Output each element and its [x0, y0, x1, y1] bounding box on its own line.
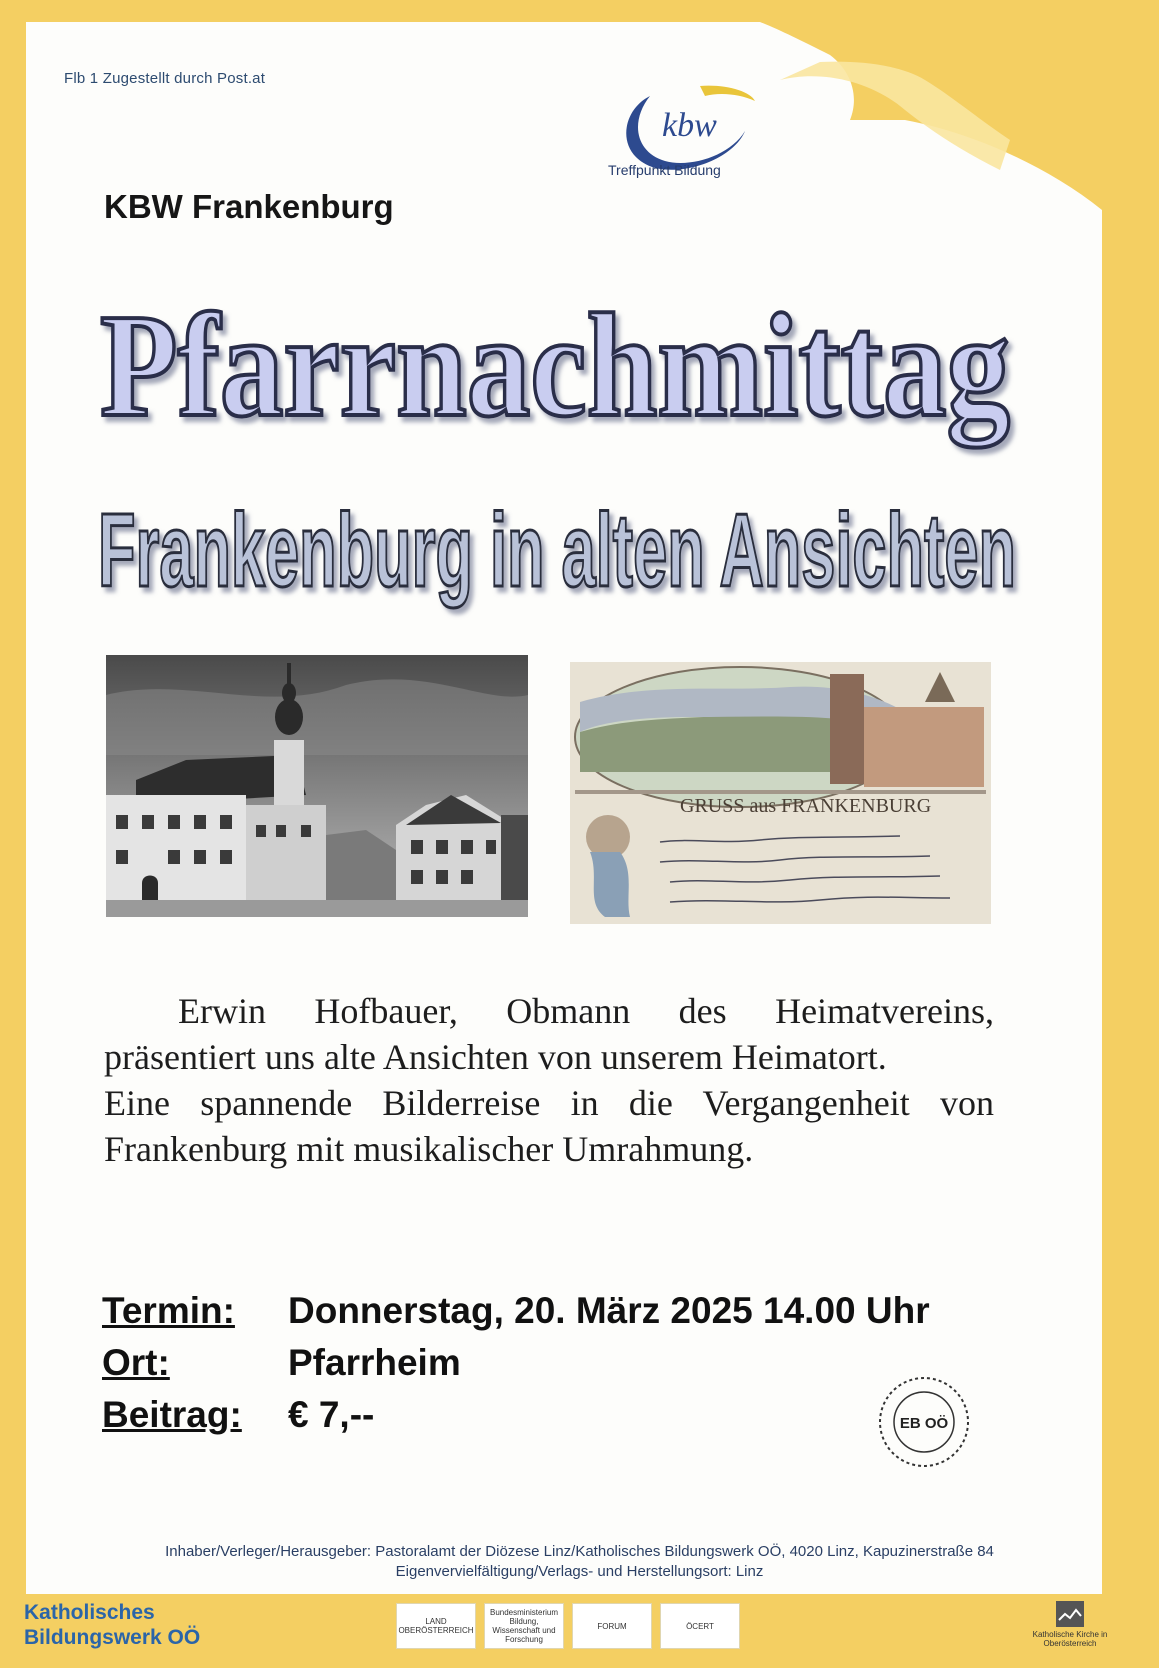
brand-line-1: Katholisches	[24, 1601, 155, 1624]
seal-text: EB OÖ	[899, 1415, 949, 1432]
event-details	[102, 1290, 930, 1446]
kirche-logo	[1015, 1600, 1125, 1648]
historic-postcard	[570, 662, 991, 924]
postcard-greeting: GRUSS aus FRANKENBURG	[680, 795, 932, 817]
sponsor-forum: FORUM	[572, 1603, 652, 1649]
description-paragraph-1: Erwin Hofbauer, Obmann des Heimatvereins, präsentiert uns alte Ansichten von unserem Heimatort.	[104, 991, 994, 1077]
imprint-line-2: Eigenvervielfältigung/Verlags- und Herstellungsort: Linz	[395, 1563, 764, 1580]
beitrag-label: Beitrag:	[102, 1394, 242, 1435]
title-graphic	[0, 0, 1159, 640]
quality-seal-icon	[876, 1374, 972, 1470]
kirche-icon	[1055, 1600, 1085, 1628]
beitrag-value: € 7,--	[288, 1394, 375, 1435]
sponsor-land-ooe: LAND OBERÖSTERREICH	[396, 1603, 476, 1649]
postal-note: Flb 1 Zugestellt durch Post.at	[64, 70, 266, 87]
sponsor-bmbwf: Bundesministerium Bildung, Wissenschaft und Forschung	[484, 1603, 564, 1649]
logo-subtitle: Treffpunkt Bildung	[608, 162, 721, 178]
kirche-text: Katholische Kirche in Oberösterreich	[1032, 1630, 1108, 1648]
detail-row-beitrag	[102, 1394, 930, 1446]
brand-line-2: Bildungswerk OÖ	[24, 1626, 201, 1649]
historic-church-photo	[106, 655, 528, 917]
ort-value: Pfarrheim	[288, 1342, 461, 1383]
detail-row-termin	[102, 1290, 930, 1342]
sponsor-logos	[396, 1603, 740, 1649]
termin-label: Termin:	[102, 1290, 235, 1331]
detail-row-ort	[102, 1342, 930, 1394]
organization-name: KBW Frankenburg	[104, 188, 394, 225]
sponsor-oecert: ÖCERT	[660, 1603, 740, 1649]
event-description	[104, 988, 994, 1172]
kbw-logo-text: kbw	[662, 107, 717, 144]
termin-value: Donnerstag, 20. März 2025 14.00 Uhr	[288, 1290, 930, 1331]
ort-label: Ort:	[102, 1342, 170, 1383]
main-title: Pfarrnachmittag	[100, 284, 1010, 448]
imprint-line-1: Inhaber/Verleger/Herausgeber: Pastoralamt der Diözese Linz/Katholisches Bildungswerk OÖ, 4020 Linz, Kapuzinerstraße 84	[165, 1543, 994, 1560]
kbw-brand	[24, 1600, 200, 1650]
subtitle: Frankenburg in alten Ansichten	[98, 493, 1016, 609]
description-paragraph-2: Eine spannende Bilderreise in die Vergangenheit von Frankenburg mit musikalischer Umrahmung.	[104, 1083, 994, 1169]
